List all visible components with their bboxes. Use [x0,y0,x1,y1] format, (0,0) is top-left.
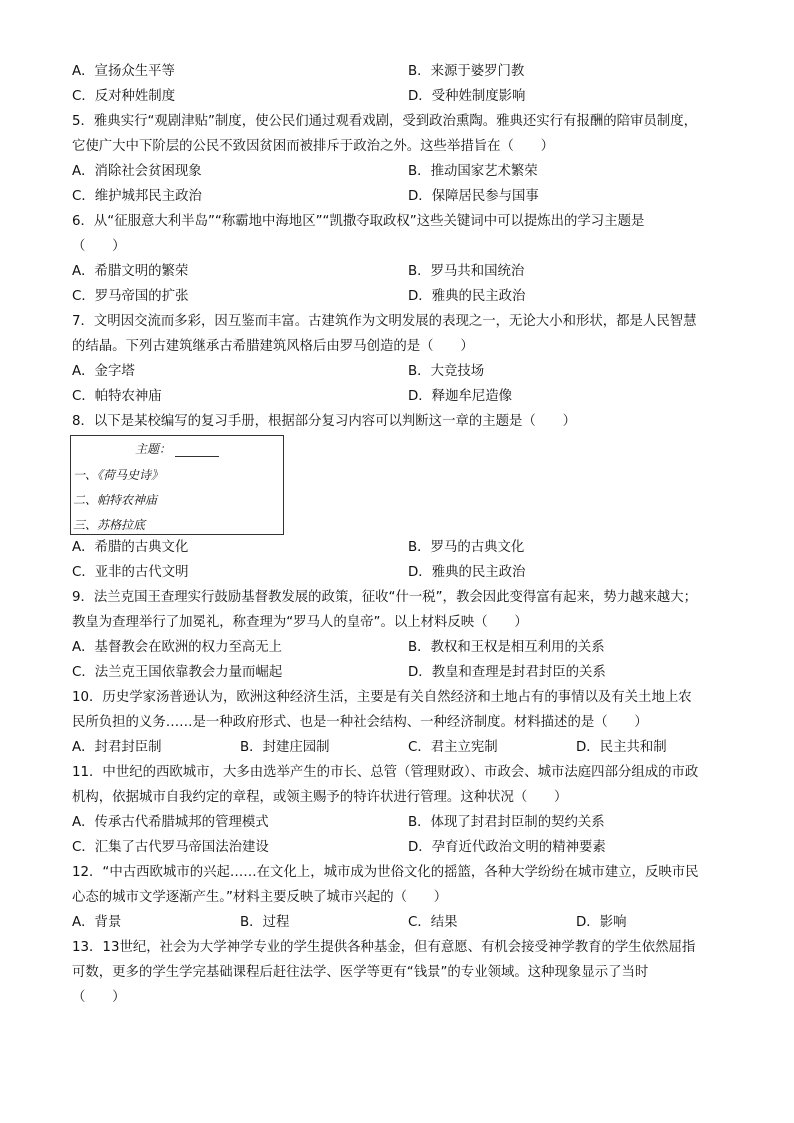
option-c: C．帕特农神庙 [72,389,162,404]
option-b: B．罗马共和国统治 [408,264,525,279]
options-row [72,838,722,858]
option-c: C．反对种姓制度 [72,89,176,104]
options-row [72,87,722,107]
option-a: A．封君封臣制 [72,740,162,755]
question-8-text: 8．以下是某校编写的复习手册，根据部分复习内容可以判断这一章的主题是（ ） [72,414,576,429]
option-b: B．过程 [240,915,290,930]
option-a: A．宣扬众生平等 [72,64,175,79]
option-d: D．教皇和查理是封君封臣的关系 [408,665,606,680]
option-c: C．法兰克王国依靠教会力量而崛起 [72,665,283,680]
option-d: D．民主共和制 [576,740,667,755]
option-c: C．结果 [408,915,458,930]
options-row [72,187,722,207]
review-item: 一、《荷马史诗》 [73,468,164,482]
option-b: B．体现了封君封臣制的契约关系 [408,815,605,830]
option-b: B．罗马的古典文化 [408,540,525,555]
question-6-text: 6．从“征服意大利半岛”“称霸地中海地区”“凯撒夺取政权”这些关键词中可以提炼出的学习主题是 [72,214,645,229]
options-row [72,362,722,382]
options-row [72,262,722,282]
question-10-text: 10．历史学家汤普逊认为，欧洲这种经济生活，主要是有关自然经济和土地占有的事情以及有关土地上农 [72,690,692,705]
option-c: C．罗马帝国的扩张 [72,289,189,304]
options-row [72,287,722,307]
option-a: A．金字塔 [72,364,135,379]
question-7-text: 的结晶。下列古建筑继承古希腊建筑风格后由罗马创造的是（ ） [72,339,474,354]
question-10-text: 民所负担的义务……是一种政府形式、也是一种社会结构、一种经济制度。材料描述的是（ ） [72,715,648,730]
option-c: C．亚非的古代文明 [72,565,189,580]
review-handbook-box [70,435,284,535]
option-d: D．受种姓制度影响 [408,89,526,104]
option-a: A．消除社会贫困现象 [72,164,202,179]
options-row [72,913,722,933]
options-row [72,387,722,407]
review-item: 二、帕特农神庙 [73,493,158,507]
question-13-text: 可数，更多的学生学完基础课程后赶往法学、医学等更有“钱景”的专业领域。这种现象显示了当时 [72,965,649,980]
option-a: A．希腊文明的繁荣 [72,264,189,279]
question-5-text: 5．雅典实行“观剧津贴”制度，使公民们通过观看戏剧，受到政治熏陶。雅典还实行有报酬的陪审员制度， [72,114,697,129]
option-d: D．保障居民参与国事 [408,189,539,204]
options-row [72,738,722,758]
option-d: D．雅典的民主政治 [408,565,526,580]
question-11-text: 机构，依据城市自我约定的章程，或领主赐予的特许状进行管理。这种状况（ ） [72,790,568,805]
question-13-text: （ ） [72,990,126,1005]
options-row [72,62,722,82]
question-12-text: 12．“中古西欧城市的兴起……在文化上，城市成为世俗文化的摇篮，各种大学纷纷在城市建立，反映市民 [72,865,699,880]
option-d: D．释迦牟尼造像 [408,389,513,404]
option-b: B．教权和王权是相互利用的关系 [408,640,605,655]
option-c: C．汇集了古代罗马帝国法治建设 [72,840,269,855]
options-row [72,538,722,558]
question-12-text: 心态的城市文学逐渐产生。”材料主要反映了城市兴起的（ ） [72,890,448,905]
option-c: C．维护城邦民主政治 [72,189,202,204]
fill-blank [175,444,219,457]
option-d: D．孕育近代政治文明的精神要素 [408,840,606,855]
options-row [72,663,722,683]
question-9-text: 教皇为查理举行了加冕礼，称查理为“罗马人的皇帝”。以上材料反映（ ） [72,615,528,630]
options-row [72,813,722,833]
question-7-text: 7．文明因交流而多彩，因互鉴而丰富。古建筑作为文明发展的表现之一，无论大小和形状，都是人民智慧 [72,314,697,329]
option-a: A．基督教会在欧洲的权力至高无上 [72,640,283,655]
option-d: D．雅典的民主政治 [408,289,526,304]
option-b: B．封建庄园制 [240,740,330,755]
review-box-title: 主题： [71,440,283,457]
option-a: A．背景 [72,915,122,930]
options-row [72,162,722,182]
option-c: C．君主立宪制 [408,740,498,755]
option-d: D．影响 [576,915,627,930]
question-5-text: 它使广大中下阶层的公民不致因贫困而被排斥于政治之外。这些举措旨在（ ） [72,139,555,154]
option-a: A．传承古代希腊城邦的管理模式 [72,815,269,830]
question-9-text: 9．法兰克国王查理实行鼓励基督教发展的政策，征收“什一税”，教会因此变得富有起来，势力越来越大； [72,590,697,605]
options-row [72,638,722,658]
option-a: A．希腊的古典文化 [72,540,189,555]
question-6-text: （ ） [72,239,126,254]
option-b: B．推动国家艺术繁荣 [408,164,538,179]
option-b: B．来源于婆罗门教 [408,64,525,79]
question-13-text: 13．13世纪，社会为大学神学专业的学生提供各种基金，但有意愿、有机会接受神学教育的学生依然屈指 [72,940,696,955]
option-b: B．大竞技场 [408,364,485,379]
question-11-text: 11．中世纪的西欧城市，大多由选举产生的市长、总管（管理财政）、市政会、城市法庭四部分组成的市政 [72,765,699,780]
review-item: 三、苏格拉底 [73,518,146,532]
options-row [72,563,722,583]
